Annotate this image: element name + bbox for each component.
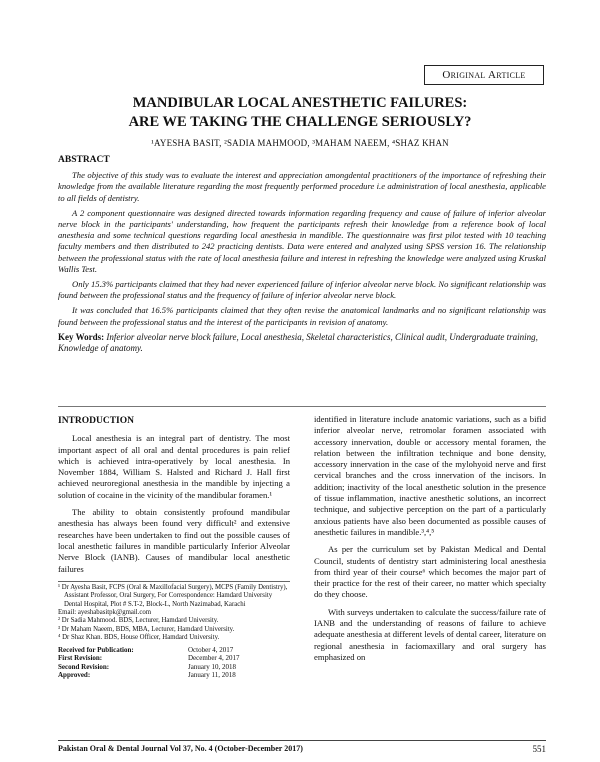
title-line-1: MANDIBULAR LOCAL ANESTHETIC FAILURES: bbox=[132, 95, 468, 111]
page-number: 551 bbox=[532, 744, 546, 754]
footnote: ³ Dr Maham Naeem, BDS, MBA, Lecturer, Hamdard University. bbox=[58, 625, 235, 633]
date-row: Approved: January 11, 2018 bbox=[58, 671, 236, 680]
publication-dates bbox=[58, 646, 290, 680]
footnote-divider bbox=[58, 581, 290, 582]
footnote: ¹ Dr Ayesha Basit, FCPS (Oral & Maxillofacial Surgery), MCPS (Family Dentistry), Assistant Professor, Oral Surgery, For Correspondence: Hamdard University Dental Hospital, Plot # S.T-2, Block-L, North Nazimabad, Karachi bbox=[58, 583, 288, 608]
body-paragraph: With surveys undertaken to calculate the success/failure rate of IANB and the understanding of reasons of failure to achieve adequate anesthesia at different levels of dental career, literature on regional anesthesia in faciomaxillary and oral surgery has emphasized on bbox=[314, 606, 546, 662]
abstract-paragraph: Only 15.3% participants claimed that they had never experienced failure of inferior alveolar nerve block. No significant relationship was found between the professional status and the frequency of failure of inferior alveolar nerve block. bbox=[58, 279, 546, 301]
left-column bbox=[58, 416, 290, 680]
author-footnotes bbox=[58, 584, 290, 643]
body-paragraph: identified in literature include anatomic variations, such as a bifid inferior alveolar nerve, retromolar foramen associated with accessory innervation, double or accessory mental foramen, the relation between the infiltration technique and bone density, accessory innervation in the case of the mylohyoid nerve and first cervical branches and the cross innervation of the incisors. In addition; inactivity of the local anesthetic solution in the presence of tissue inflammation, inactive anesthetic solutions, an incorrect technique, and subjective perception on the part of a particularly anxious patients have also been documented as possible causes of anesthetic failures in mandible.³,⁴,⁵ bbox=[314, 414, 546, 537]
keywords bbox=[58, 332, 546, 355]
footnote: ⁴ Dr Shaz Khan. BDS, House Officer, Hamdard University. bbox=[58, 634, 220, 642]
abstract-paragraph: It was concluded that 16.5% participants claimed that they often revise the anatomical landmarks and no significant relationship was found between the professional status and the interest of the participants in revision of anatomy. bbox=[58, 305, 546, 327]
date-row: Received for Publication: October 4, 2017 bbox=[58, 645, 234, 654]
page-footer bbox=[58, 744, 546, 754]
date-row: Second Revision: January 10, 2018 bbox=[58, 662, 237, 671]
body-paragraph: As per the curriculum set by Pakistan Medical and Dental Council, students of dentistry start administering local anesthesia from third year of their course⁶ which becomes the major part of their practice for the rest of their career, no matter which specialty do they choose. bbox=[314, 544, 546, 600]
right-column bbox=[314, 414, 546, 669]
article-type-badge: Original Article bbox=[424, 65, 544, 85]
article-title bbox=[0, 94, 600, 132]
title-line-2: ARE WE TAKING THE CHALLENGE SERIOUSLY? bbox=[128, 114, 472, 130]
date-row: First Revision: December 4, 2017 bbox=[58, 654, 240, 663]
introduction-heading: INTRODUCTION bbox=[58, 416, 135, 426]
footer-divider bbox=[58, 740, 546, 741]
abstract-section bbox=[58, 155, 546, 355]
keywords-text: Inferior alveolar nerve block failure, Local anesthesia, Skeletal characteristics, Clinical audit, Undergraduate training, Knowledge of anatomy. bbox=[58, 331, 538, 354]
section-divider bbox=[58, 406, 546, 407]
abstract-paragraph: A 2 component questionnaire was designed directed towards information regarding frequency and cause of failure of inferior alveolar nerve block in the participants' understanding, how frequent the participants refresh their knowledge from a reference book of local anesthesia and some technical questions regarding local anesthesia in mandible. The questionnaire was first pilot tested with 10 teaching faculty members and then distributed to 242 practicing dentists. Data were entered and analyzed using SPSS version 16. The relationship between the professional status with the rate of local anesthesia failure and interest in refreshing the knowledge were analyzed using Kruskal Wallis Test. bbox=[58, 207, 546, 274]
journal-citation: Pakistan Oral & Dental Journal Vol 37, No. 4 (October-December 2017) bbox=[58, 744, 303, 753]
footnote: ² Dr Sadia Mahmood. BDS, Lecturer, Hamdard University. bbox=[58, 617, 219, 625]
keywords-label: Key Words: bbox=[58, 331, 105, 342]
footnote-email: Email: ayeshabasitpk@gmail.com bbox=[58, 609, 152, 617]
author-list: ¹AYESHA BASIT, ²SADIA MAHMOOD, ³MAHAM NAEEM, ⁴SHAZ KHAN bbox=[151, 138, 449, 148]
abstract-paragraph: The objective of this study was to evaluate the interest and appreciation amongdental practitioners of the importance of refreshing their knowledge from the available literature regarding the most frequently performed procedure i.e administration of local anesthesia, applicable to all fields of dentistry. bbox=[58, 170, 546, 203]
body-paragraph: The ability to obtain consistently profound mandibular anesthesia has always been found very difficult² and extensive researches have been undertaken to find out the possible causes of local anesthetic failures in mandible particularly Inferior Alveolar Nerve Block (IANB). Causes of mandibular local anesthetic failures bbox=[58, 507, 290, 574]
body-paragraph: Local anesthesia is an integral part of dentistry. The most important aspect of all oral and dental procedures is pain relief which is achieved intra-operatively by local anesthesia. In November 1884, William S. Halsted and Richard J. Hall first achieved neuroregional anesthesia in the mandible by injecting a solution of cocaine in the vicinity of the mandibular foramen.¹ bbox=[58, 433, 290, 500]
abstract-heading: ABSTRACT bbox=[58, 155, 110, 165]
